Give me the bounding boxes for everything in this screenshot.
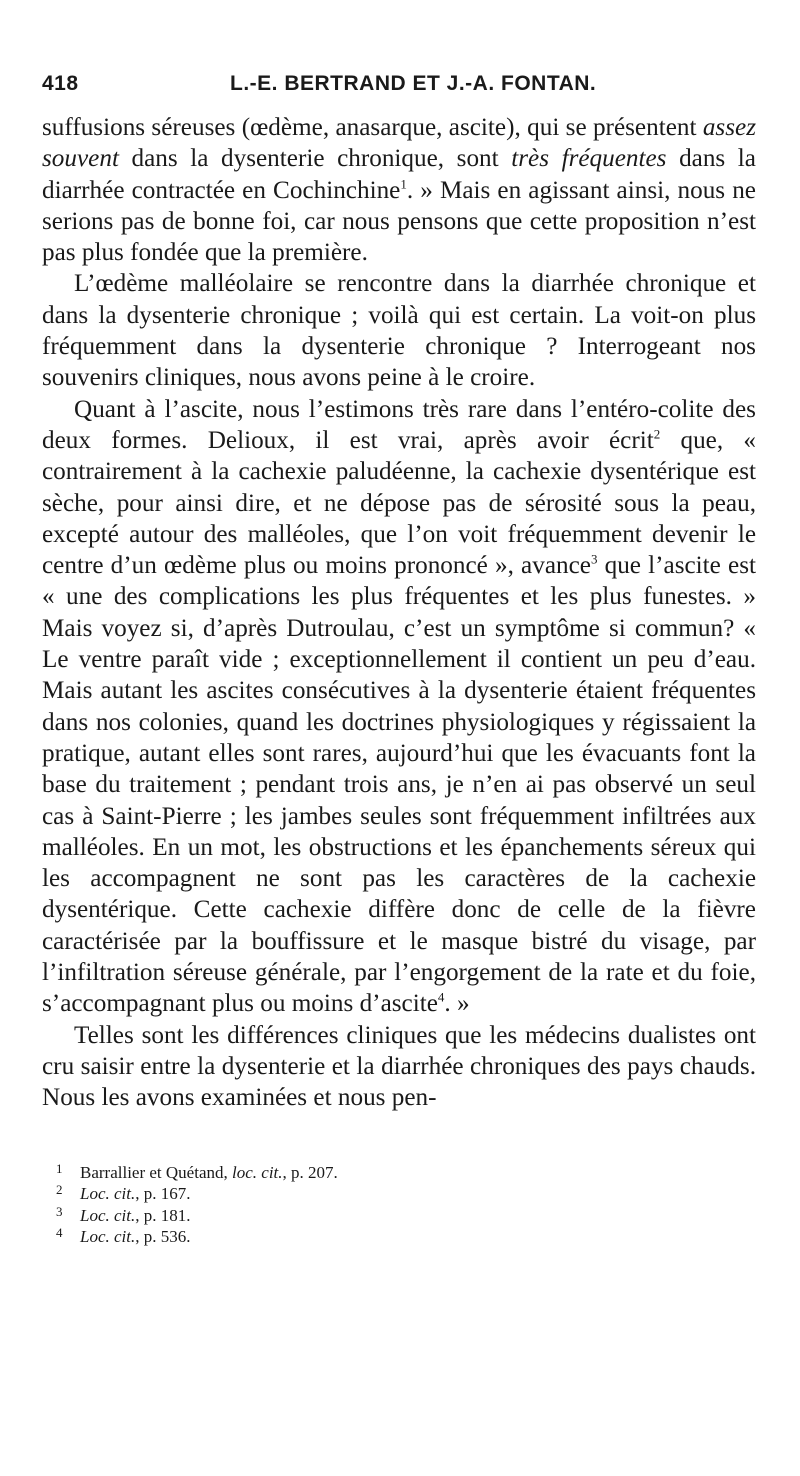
text-run: dans la dysenterie chronique, sont: [118, 145, 512, 173]
text-run: Telles sont les différences cliniques que les médecins dualistes ont cru saisir entre la dysenterie et la diarrhée chroniques des pays chauds. Nous les avons examinées et nous pen-: [42, 1021, 756, 1112]
footnote: [56, 1183, 756, 1205]
text-run: . » Mais en agissant ainsi, nous ne serions pas de bonne foi, car nous pensons que cette proposition n’est pas plus fondée que la première.: [42, 176, 756, 267]
footnote: [56, 1226, 756, 1248]
italic-text: très fréquentes: [511, 145, 667, 173]
footnote-reference: 2: [653, 426, 661, 442]
footnote-text: [80, 1162, 338, 1184]
footnote-mark: 1: [56, 1160, 63, 1176]
text-run: . »: [444, 990, 470, 1018]
italic-text: Loc. cit.: [80, 1205, 136, 1225]
text-run: que l’ascite est « une des complications les plus fréquentes et les plus funestes. » Mais voyez si, d’après Dutroulau, c’est un symptôme si commun? « Le ventre paraît vide ; exceptionnellement il contient un peu d’eau. Mais autant les ascites consécutives à la dysenterie étaient fréquentes dans nos colonies, quand les doctrines physiologiques y régissaient la pratique, autant elles sont rares, aujourd’hui que les évacuants font la base du traitement ; pendant trois ans, je n’en ai pas observé un seul cas à Saint-Pierre ; les jambes seules sont fréquemment infiltrées aux malléoles. En un mot, les obstructions et les épanchements séreux qui les accompagnent ne sont pas les caractères de la cachexie dysentérique. Cette cachexie diffère donc de celle de la fièvre caractérisée par la bouffissure et le masque bistré du visage, par l’infiltration séreuse générale, par l’engorgement de la rate et du foie, s’accompagnant plus ou moins d’ascite: [42, 552, 756, 1018]
text-run: dans la diarrhée contractée en Cochinchine: [42, 145, 756, 204]
paragraph: [42, 268, 756, 393]
italic-text: loc. cit.: [232, 1162, 283, 1182]
book-page: [42, 72, 756, 1248]
running-header: [42, 72, 756, 112]
text-run: suffusions séreuses (œdème, anasarque, ascite), qui se présentent: [42, 114, 703, 141]
footnotes: [42, 1162, 756, 1248]
footnote-reference: 1: [400, 176, 407, 192]
footnote-reference: 4: [437, 989, 445, 1005]
footnote-text: [80, 1226, 191, 1248]
text-run: , p. 207.: [282, 1162, 338, 1182]
text-run: , p. 167.: [135, 1184, 191, 1203]
running-title: L.-E. BERTRAND ET J.-A. FONTAN.: [230, 72, 597, 95]
paragraph: [42, 112, 756, 268]
footnote-mark: 2: [56, 1182, 63, 1197]
italic-text: Loc. cit.: [80, 1227, 136, 1246]
page-number: 418: [42, 72, 79, 95]
footnote-mark: 4: [56, 1225, 63, 1240]
body-text: [42, 112, 756, 1114]
italic-text: Loc. cit.: [80, 1184, 136, 1203]
italic-text: assez souvent: [42, 114, 756, 173]
footnote-mark: 3: [56, 1203, 63, 1219]
text-run: Barrallier et Quétand,: [80, 1162, 232, 1182]
paragraph: [42, 1020, 756, 1114]
text-run: L’œdème malléolaire se rencontre dans la diarrhée chronique et dans la dysenterie chronique ; voilà qui est certain. La voit-on plus fréquemment dans la dysenterie chronique ? Interrogeant nos souvenirs cliniques, nous avons peine à le croire.: [42, 270, 756, 392]
footnote-reference: 3: [590, 551, 598, 567]
footnote-text: [80, 1205, 191, 1227]
footnote: [56, 1205, 756, 1227]
text-run: Quant à l’ascite, nous l’estimons très rare dans l’entéro-colite des deux formes. Delioux, il est vrai, après avoir écrit: [42, 395, 756, 454]
text-run: que, « contrairement à la cachexie paludéenne, la cachexie dysentérique est sèche, pour ainsi dire, et ne dépose pas de sérosité sous la peau, excepté autour des malléoles, que l’on voit fréquemment devenir le centre d’un œdème plus ou moins prononcé », avance: [42, 426, 756, 580]
text-run: , p. 181.: [135, 1205, 191, 1225]
footnote-text: [80, 1183, 191, 1205]
text-run: , p. 536.: [135, 1227, 191, 1246]
footnote: [56, 1162, 756, 1184]
paragraph: [42, 394, 756, 1020]
